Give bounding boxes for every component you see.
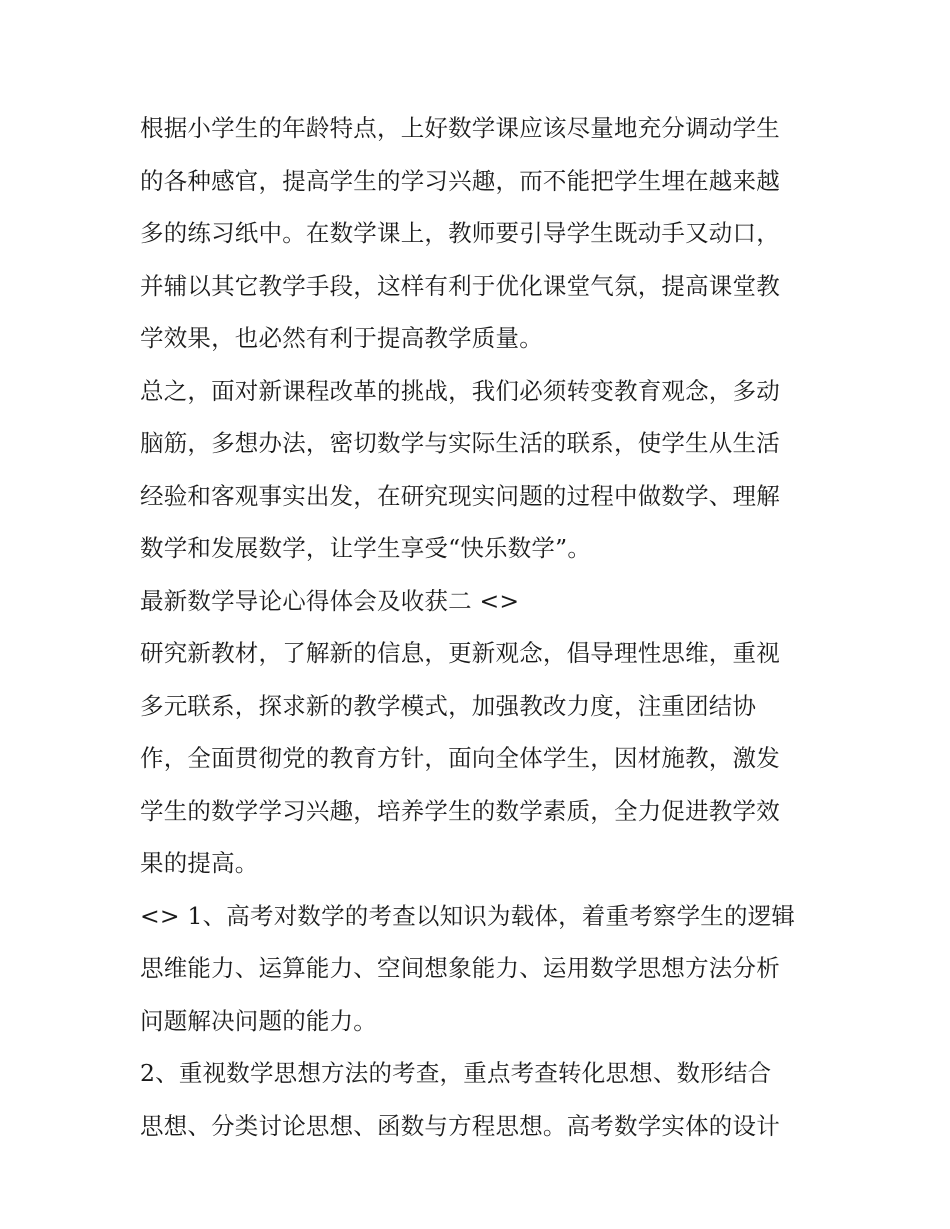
text-line: 根据小学生的年龄特点，上好数学课应该尽量地充分调动学生 <box>140 114 780 142</box>
list-item-1 <box>140 890 820 1048</box>
text-line: 研究新教材，了解新的信息，更新观念，倡导理性思维，重视 <box>140 639 780 667</box>
text-line: 数学和发展数学，让学生享受“快乐数学”。 <box>140 534 592 562</box>
text-line: 并辅以其它教学手段，这样有利于优化课堂气氛，提高课堂教 <box>140 271 780 300</box>
text-line: 脑筋，多想办法，密切数学与实际生活的联系，使学生从生活 <box>140 429 780 457</box>
text-line: 2、重视数学思想方法的考查，重点考查转化思想、数形结合 <box>140 1059 772 1087</box>
text-line: 经验和客观事实出发，在研究现实问题的过程中做数学、理解 <box>140 481 780 510</box>
document-body <box>140 102 820 1152</box>
list-item-2 <box>140 1047 820 1152</box>
paragraph-new-materials <box>140 627 820 890</box>
text-line: 学生的数学学习兴趣，培养学生的数学素质，全力促进教学效 <box>140 796 780 825</box>
text-line: 多的练习纸中。在数学课上，教师要引导学生既动手又动口， <box>140 219 780 247</box>
text-line: 学效果，也必然有利于提高教学质量。 <box>140 324 543 352</box>
text-line: 的各种感官，提高学生的学习兴趣，而不能把学生埋在越来越 <box>140 166 780 195</box>
paragraph-teaching-approach <box>140 102 820 365</box>
text-line: <> 1、高考对数学的考查以知识为载体，着重考察学生的逻辑 <box>140 901 796 930</box>
section-heading <box>140 575 820 628</box>
text-line: 作，全面贯彻党的教育方针，面向全体学生，因材施教，激发 <box>140 744 780 772</box>
text-line: 总之，面对新课程改革的挑战，我们必须转变教育观念，多动 <box>140 376 780 405</box>
text-line: 问题解决问题的能力。 <box>140 1006 377 1035</box>
section-title: 最新数学导论心得体会及收获二 <> <box>140 586 520 615</box>
paragraph-conclusion <box>140 365 820 575</box>
text-line: 多元联系，探求新的教学模式，加强教改力度，注重团结协 <box>140 691 757 720</box>
text-line: 思维能力、运算能力、空间想象能力、运用数学思想方法分析 <box>140 954 780 982</box>
text-line: 果的提高。 <box>140 849 259 877</box>
text-line: 思想、分类讨论思想、函数与方程思想。高考数学实体的设计 <box>140 1111 780 1140</box>
